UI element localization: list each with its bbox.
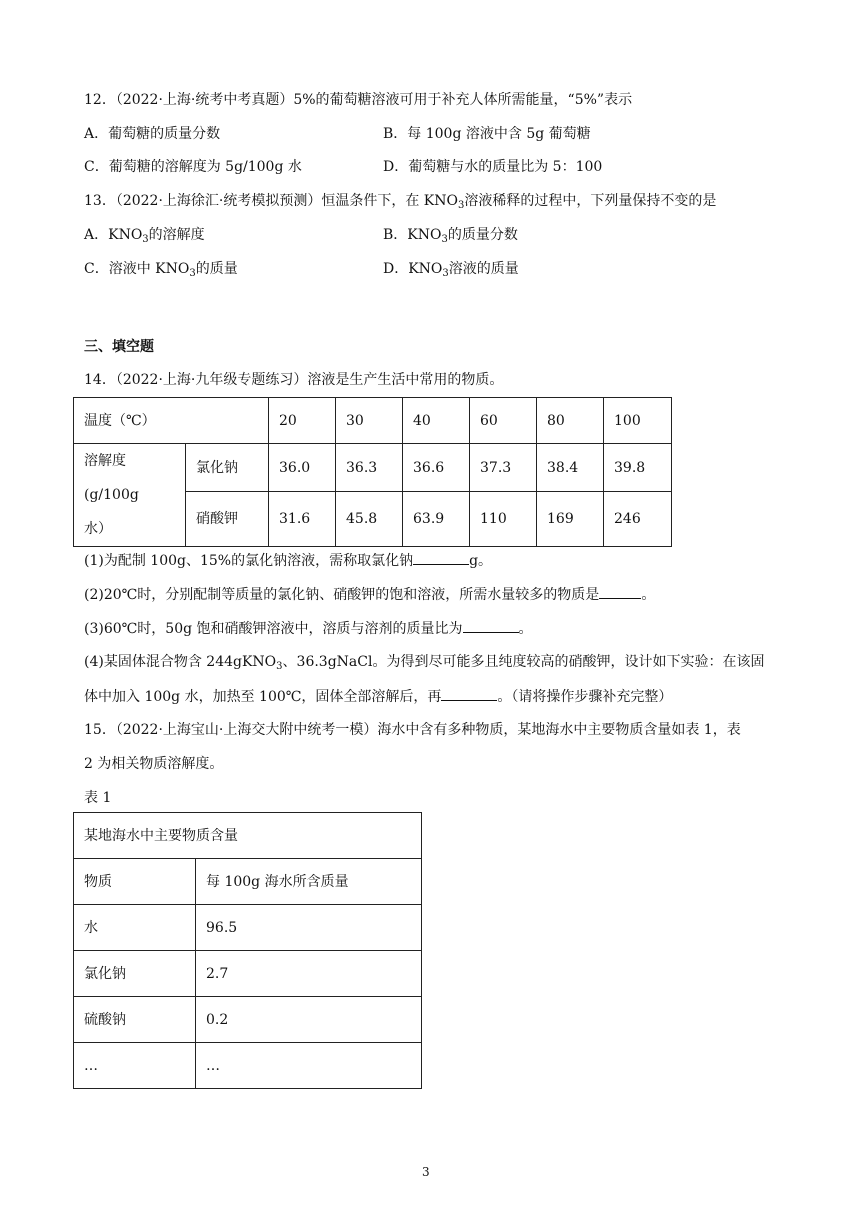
solubility-table [73, 397, 672, 547]
q13-option-c-text: C．溶液中 KNO [84, 261, 190, 277]
q13-option-b-subscript: 3 [441, 234, 448, 245]
temperature-header: 温度（℃） [74, 398, 269, 444]
solubility-label [74, 444, 186, 547]
table-row [74, 1043, 422, 1089]
q13-option-a-text: A．KNO [84, 227, 143, 243]
seawater-table-title-row [74, 813, 422, 859]
q14-part-3-end: 。 [518, 621, 533, 637]
q13-stem-text-b: 溶液稀释的过程中，下列量保持不变的是 [464, 193, 717, 209]
q12-option-c[interactable]: C．葡萄糖的溶解度为 5g/100g 水 [84, 159, 302, 175]
answer-blank[interactable] [441, 686, 497, 701]
section-heading: 三、填空题 [84, 339, 154, 355]
temp-cell: 60 [470, 398, 537, 444]
value-cell: 45.8 [336, 492, 403, 547]
q13-option-a[interactable] [84, 225, 205, 245]
q13-option-d[interactable] [383, 259, 519, 279]
value-cell: 36.6 [403, 444, 470, 492]
page-number: 3 [422, 1165, 430, 1179]
value-cell: 169 [537, 492, 604, 547]
q14-part-2-text: (2)20℃时，分别配制等质量的氯化钠、硝酸钾的饱和溶液，所需水量较多的物质是 [84, 587, 600, 603]
q14-part-4-line-1 [84, 652, 764, 672]
q13-option-c[interactable] [84, 259, 238, 279]
q14-part-4-subscript: 3 [276, 661, 283, 672]
q15-stem-line-1: 15．（2022·上海宝山·上海交大附中统考一模）海水中含有多种物质，某地海水中主要物质含量如表 1，表 [84, 722, 741, 738]
temp-cell: 100 [604, 398, 672, 444]
q14-part-4-text-d: 。（请将操作步骤补充完整） [497, 689, 673, 705]
value-cell: 36.3 [336, 444, 403, 492]
column-header: 物质 [74, 859, 196, 905]
q13-option-c-text-b: 的质量 [195, 261, 238, 277]
mass-cell: 96.5 [196, 905, 422, 951]
q14-part-3 [84, 618, 533, 639]
q15-stem-line-2: 2 为相关物质溶解度。 [84, 756, 224, 772]
q12-option-d[interactable]: D．葡萄糖与水的质量比为 5：100 [383, 159, 603, 175]
temp-cell: 20 [269, 398, 336, 444]
seawater-table-header-row [74, 859, 422, 905]
q12-option-b[interactable]: B．每 100g 溶液中含 5g 葡萄糖 [383, 126, 591, 142]
value-cell: 39.8 [604, 444, 672, 492]
table-row [74, 997, 422, 1043]
temp-cell: 80 [537, 398, 604, 444]
mass-cell: 2.7 [196, 951, 422, 997]
substance-cell: 硫酸钠 [74, 997, 196, 1043]
substance-name: 氯化钠 [186, 444, 269, 492]
column-header: 每 100g 海水所含质量 [196, 859, 422, 905]
q14-part-2-end: 。 [641, 587, 656, 603]
substance-cell: 氯化钠 [74, 951, 196, 997]
mass-cell: 0.2 [196, 997, 422, 1043]
answer-blank[interactable] [463, 618, 519, 633]
table-row [74, 444, 672, 492]
substance-cell: … [74, 1043, 196, 1089]
q13-option-c-subscript: 3 [189, 268, 196, 279]
solubility-label-line-1: 溶解度(g/100g [84, 453, 139, 503]
q13-option-a-subscript: 3 [142, 234, 149, 245]
q13-option-d-subscript: 3 [442, 268, 449, 279]
value-cell: 63.9 [403, 492, 470, 547]
mass-cell: … [196, 1043, 422, 1089]
answer-blank[interactable] [599, 584, 641, 599]
solubility-label-line-2: 水） [84, 521, 112, 537]
q12-stem: 12．（2022·上海·统考中考真题）5%的葡萄糖溶液可用于补充人体所需能量，“5%”表示 [84, 92, 633, 108]
q14-part-1-text: (1)为配制 100g、15%的氯化钠溶液，需称取氯化钠 [84, 553, 414, 569]
q14-part-1-unit: g。 [469, 553, 493, 569]
q14-part-4-text-c: 体中加入 100g 水，加热至 100℃，固体全部溶解后，再 [84, 689, 442, 705]
substance-name: 硝酸钾 [186, 492, 269, 547]
table-row [74, 905, 422, 951]
q14-part-3-text: (3)60℃时，50g 饱和硝酸钾溶液中，溶质与溶剂的质量比为 [84, 621, 463, 637]
value-cell: 110 [470, 492, 537, 547]
q12-option-a[interactable]: A．葡萄糖的质量分数 [84, 126, 221, 142]
solubility-table-header-row [74, 398, 672, 444]
q13-option-a-text-b: 的溶解度 [148, 227, 205, 243]
substance-cell: 水 [74, 905, 196, 951]
q14-part-4-text-a: (4)某固体混合物含 244gKNO [84, 654, 277, 670]
value-cell: 37.3 [470, 444, 537, 492]
temp-cell: 30 [336, 398, 403, 444]
q14-part-4-text-b: 、36.3gNaCl。为得到尽可能多且纯度较高的硝酸钾，设计如下实验：在该固 [282, 654, 765, 670]
q13-stem-subscript: 3 [457, 200, 465, 211]
value-cell: 31.6 [269, 492, 336, 547]
value-cell: 246 [604, 492, 672, 547]
q14-part-2 [84, 584, 655, 605]
q13-option-b-text: B．KNO [383, 227, 442, 243]
q13-option-b-text-b: 的质量分数 [447, 227, 518, 243]
q14-stem: 14．（2022·上海·九年级专题练习）溶液是生产生活中常用的物质。 [84, 372, 504, 388]
q13-stem [84, 191, 716, 211]
seawater-table-title: 某地海水中主要物质含量 [74, 813, 422, 859]
q13-option-d-text: D．KNO [383, 261, 443, 277]
q14-part-4-line-2 [84, 686, 672, 707]
temp-cell: 40 [403, 398, 470, 444]
value-cell: 38.4 [537, 444, 604, 492]
q13-option-d-text-b: 溶液的质量 [448, 261, 519, 277]
table-caption: 表 1 [84, 790, 112, 806]
q13-stem-text-a: 13．（2022·上海徐汇·统考模拟预测）恒温条件下，在 KNO [84, 193, 458, 209]
table-row [74, 951, 422, 997]
answer-blank[interactable] [413, 550, 469, 565]
q13-option-b[interactable] [383, 225, 518, 245]
seawater-table [73, 812, 422, 1089]
q14-part-1 [84, 550, 492, 571]
value-cell: 36.0 [269, 444, 336, 492]
